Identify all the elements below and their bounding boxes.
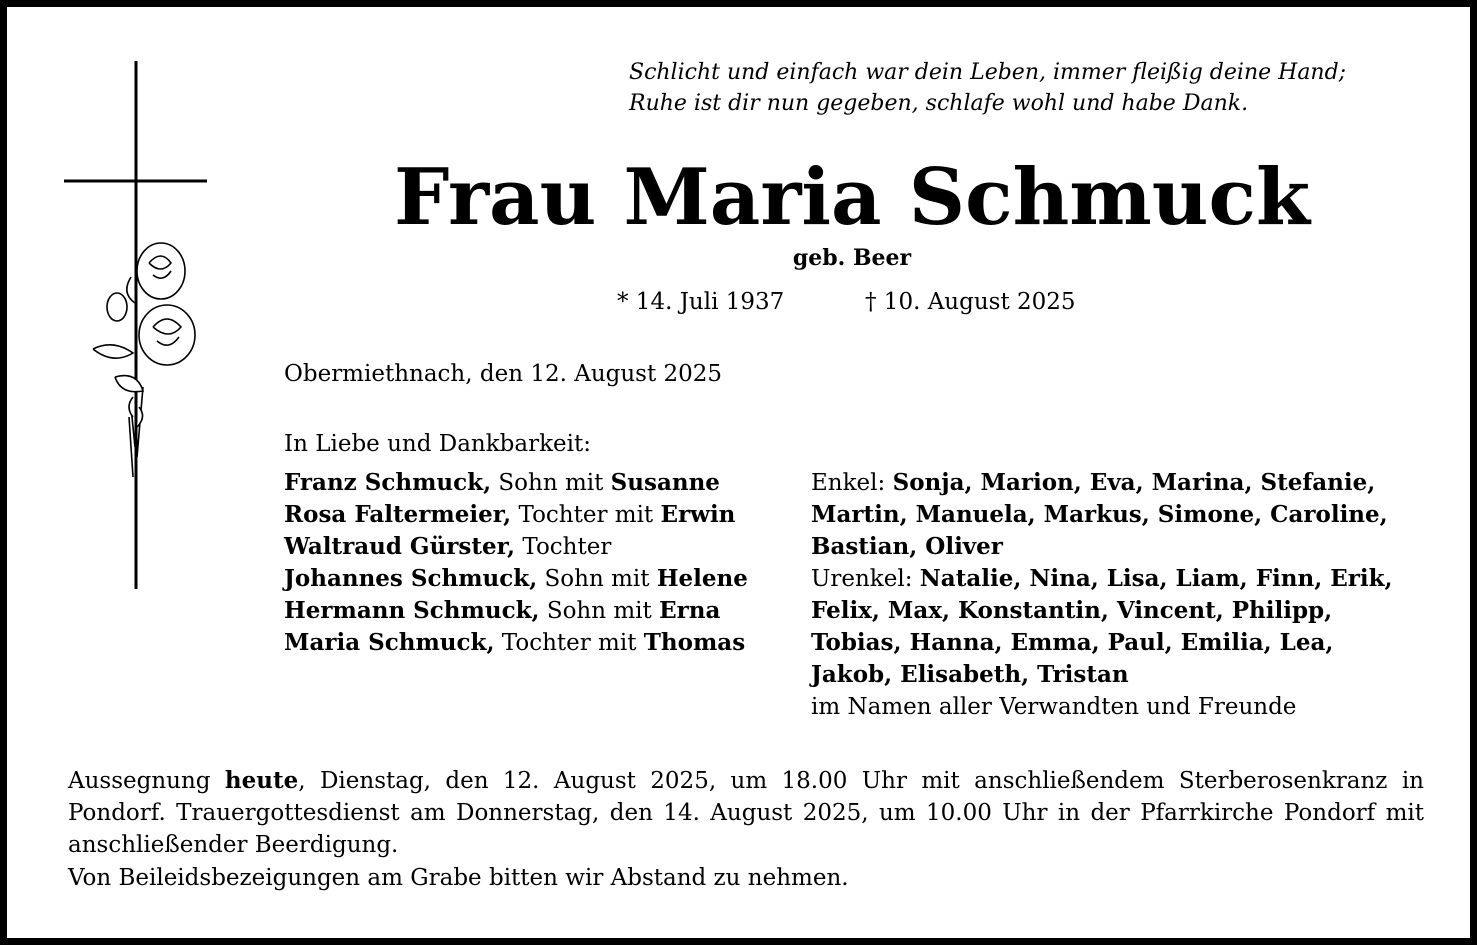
- family-member: Johannes Schmuck, Sohn mit Helene: [284, 565, 748, 592]
- birth-date: * 14. Juli 1937: [617, 289, 785, 315]
- death-date: † 10. August 2025: [865, 289, 1076, 315]
- deceased-name: Frau Maria Schmuck: [393, 152, 1311, 243]
- family-member: Waltraud Gürster, Tochter: [284, 533, 612, 560]
- family-member: Hermann Schmuck, Sohn mit Erna: [284, 597, 721, 624]
- family-member: Maria Schmuck, Tochter mit Thomas: [284, 629, 746, 656]
- place-date: Obermiethnach, den 12. August 2025: [284, 361, 723, 387]
- verse-line-1: Schlicht und einfach war dein Leben, immer fleißig deine Hand;: [629, 60, 1347, 85]
- family-list: [284, 467, 748, 659]
- family-member: Rosa Faltermeier, Tochter mit Erwin: [284, 501, 736, 528]
- grandchildren-line: Enkel: Sonja, Marion, Eva, Marina, Stefanie,: [811, 469, 1376, 496]
- family-member: Franz Schmuck, Sohn mit Susanne: [284, 469, 720, 496]
- cross-with-roses-icon: [57, 57, 217, 597]
- verse-line-2: Ruhe ist dir nun gegeben, schlafe wohl und habe Dank.: [629, 91, 1249, 116]
- condolences-note: Von Beileidsbezeigungen am Grabe bitten wir Abstand zu nehmen.: [68, 865, 849, 891]
- service-info: Aussegnung heute, Dienstag, den 12. August 2025, um 18.00 Uhr mit anschließendem Sterberosenkranz in Pondorf. Trauergottesdienst am Donnerstag, den 14. August 2025, um 10.00 Uhr in der Pfarrkirche Pondorf mit anschließender Beerdigung.: [68, 767, 1424, 858]
- great-grandchildren-line: Urenkel: Natalie, Nina, Lisa, Liam, Finn, Erik,: [811, 565, 1393, 592]
- grandchildren-line: Martin, Manuela, Markus, Simone, Caroline,: [811, 501, 1388, 528]
- great-grandchildren-line: Tobias, Hanna, Emma, Paul, Emilia, Lea,: [811, 629, 1334, 656]
- descendants-list: [811, 467, 1393, 723]
- verse: [629, 57, 1346, 119]
- closing-family-line: im Namen aller Verwandten und Freunde: [811, 694, 1297, 720]
- grandchildren-line: Bastian, Oliver: [811, 533, 1003, 560]
- maiden-name: geb. Beer: [792, 245, 912, 271]
- intro-line: In Liebe und Dankbarkeit:: [284, 431, 591, 457]
- great-grandchildren-line: Felix, Max, Konstantin, Vincent, Philipp,: [811, 597, 1333, 624]
- great-grandchildren-line: Jakob, Elisabeth, Tristan: [811, 661, 1129, 688]
